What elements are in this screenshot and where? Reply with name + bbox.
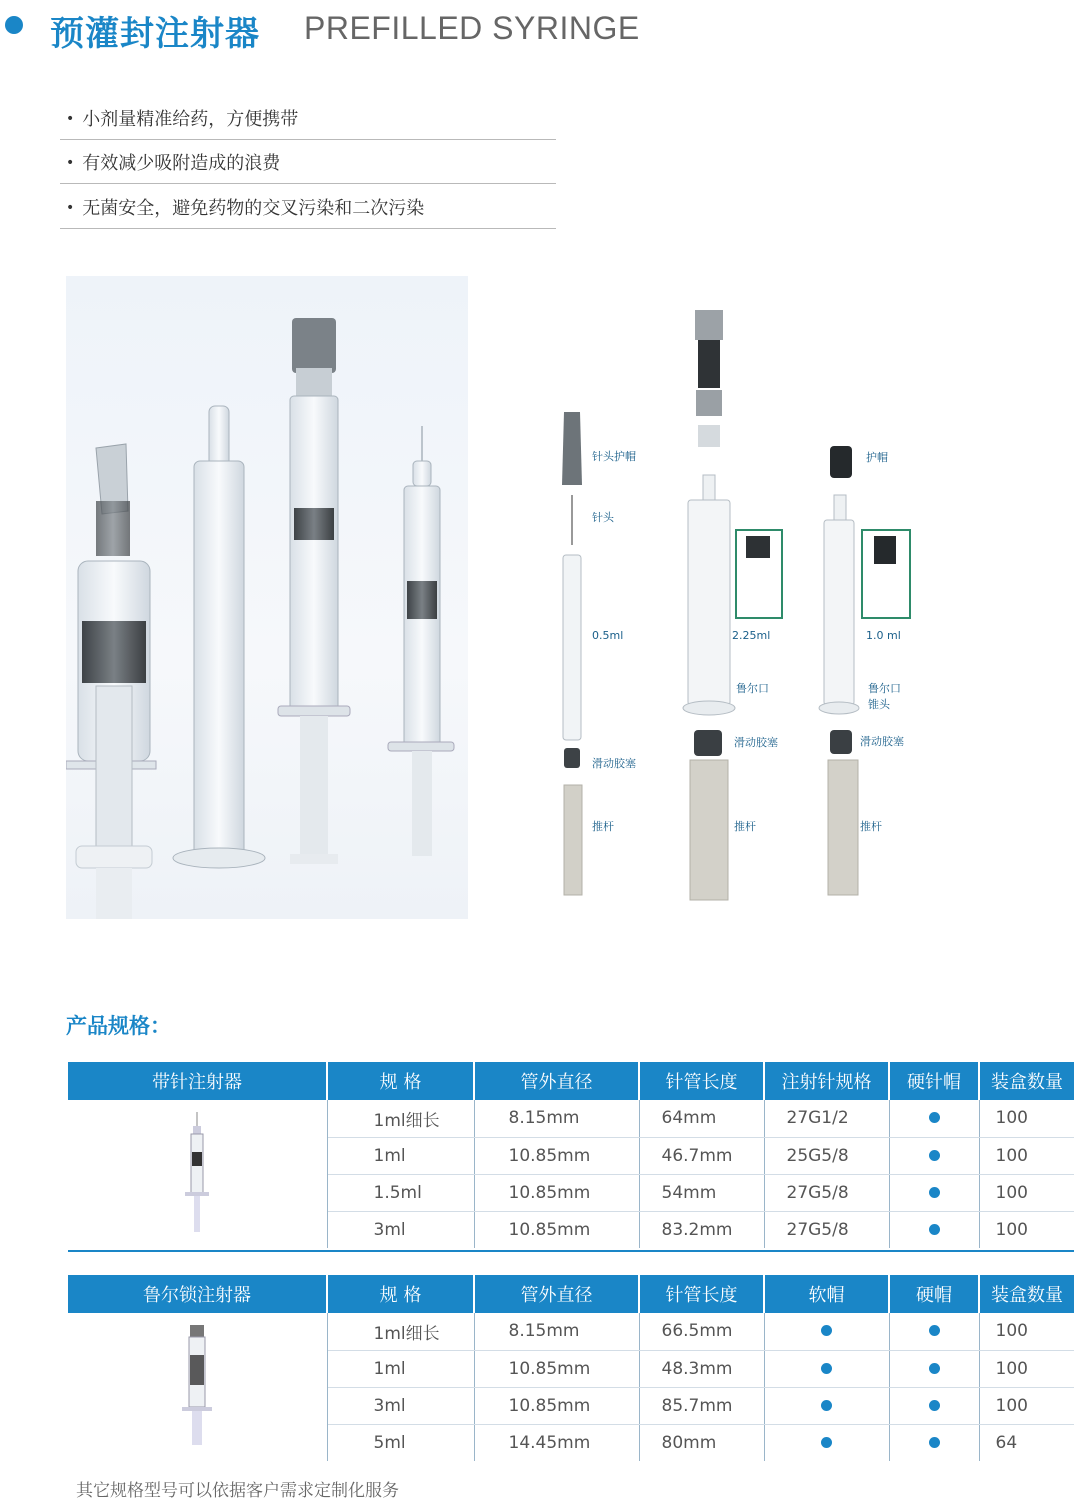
cell-length: 54mm — [639, 1174, 764, 1211]
cell-outer-diameter: 10.85mm — [474, 1350, 639, 1387]
label-volume-225ml: 2.25ml — [732, 629, 771, 642]
column-header: 针管长度 — [639, 1275, 764, 1313]
label-volume-05ml: 0.5ml — [592, 629, 624, 642]
column-header: 规 格 — [327, 1275, 474, 1313]
cell-hard-cap — [889, 1211, 979, 1248]
cell-hard-cap — [889, 1350, 979, 1387]
table-bottom-rule — [68, 1250, 1074, 1252]
cell-hard-cap — [889, 1313, 979, 1350]
bullet-icon: • — [66, 200, 75, 216]
column-header: 鲁尔锁注射器 — [68, 1275, 327, 1313]
check-dot-icon — [929, 1325, 940, 1336]
rod-illustration-2 — [690, 760, 728, 900]
spec-table-luer-lock — [68, 1275, 1074, 1461]
label-volume-10ml: 1.0 ml — [866, 629, 901, 642]
label-plunger-rod: 推杆 — [592, 820, 614, 833]
cell-outer-diameter: 14.45mm — [474, 1424, 639, 1461]
needle-cap-illustration — [562, 412, 582, 485]
label-luer-cone-line2: 锥头 — [868, 698, 890, 711]
label-stopper: 滑动胶塞 — [734, 736, 778, 749]
cell-outer-diameter: 8.15mm — [474, 1313, 639, 1350]
table-header-row — [68, 1062, 1074, 1100]
column-header: 硬针帽 — [889, 1062, 979, 1100]
check-dot-icon — [821, 1325, 832, 1336]
glass-barrel-illustration — [173, 406, 265, 868]
cell-hard-cap — [889, 1100, 979, 1137]
cell-box-quantity: 100 — [979, 1137, 1074, 1174]
check-dot-icon — [821, 1437, 832, 1448]
cap-illustration — [830, 446, 852, 478]
cell-needle-gauge: 27G1/2 — [764, 1100, 889, 1137]
rod-illustration-1 — [564, 785, 582, 895]
label-luer-cone — [868, 680, 901, 712]
column-header: 规 格 — [327, 1062, 474, 1100]
check-dot-icon — [821, 1400, 832, 1411]
cell-soft-cap — [764, 1313, 889, 1350]
label-plunger-rod: 推杆 — [860, 820, 882, 833]
cell-length: 64mm — [639, 1100, 764, 1137]
table-header-row — [68, 1275, 1074, 1313]
label-stopper: 滑动胶塞 — [860, 735, 904, 748]
label-needle: 针头 — [592, 511, 614, 524]
cell-box-quantity: 100 — [995, 1219, 1028, 1240]
bullet-icon: • — [66, 111, 75, 127]
feature-text: 小剂量精准给药，方便携带 — [82, 109, 299, 130]
label-needle-cap: 针头护帽 — [592, 450, 636, 463]
cell-outer-diameter: 8.15mm — [474, 1100, 639, 1137]
syringe-needle-illustration — [388, 426, 454, 856]
column-header: 管外直径 — [474, 1275, 639, 1313]
cell-length: 48.3mm — [639, 1350, 764, 1387]
cell-outer-diameter: 10.85mm — [474, 1174, 639, 1211]
label-luer-cone-line1: 鲁尔口 — [868, 682, 901, 695]
column-header: 注射针规格 — [764, 1062, 889, 1100]
label-luer: 鲁尔口 — [736, 682, 769, 695]
cell-length: 85.7mm — [639, 1387, 764, 1424]
barrel-05ml-illustration — [563, 555, 581, 740]
column-header: 管外直径 — [474, 1062, 639, 1100]
cell-spec: 5ml — [327, 1424, 474, 1461]
bullet-icon: • — [66, 155, 75, 171]
cell-soft-cap — [764, 1424, 889, 1461]
cell-spec: 1ml细长 — [327, 1100, 474, 1137]
check-dot-icon — [929, 1400, 940, 1411]
cell-outer-diameter: 10.85mm — [474, 1387, 639, 1424]
cell-spec: 1ml — [327, 1137, 474, 1174]
cell-outer-diameter: 10.85mm — [474, 1211, 639, 1248]
table-row — [68, 1313, 1074, 1350]
feature-item — [60, 141, 556, 184]
cell-length: 83.2mm — [639, 1211, 764, 1248]
syringe-needle-icon — [182, 1112, 212, 1232]
cell-spec: 1ml细长 — [327, 1313, 474, 1350]
cell-spec: 3ml — [327, 1211, 474, 1248]
label-cap: 护帽 — [866, 451, 888, 464]
feature-item — [60, 97, 556, 140]
label-plunger-rod: 推杆 — [734, 820, 756, 833]
cell-length: 66.5mm — [639, 1313, 764, 1350]
check-dot-icon — [821, 1363, 832, 1374]
cell-length: 46.7mm — [639, 1137, 764, 1174]
stopper-illustration-1 — [564, 748, 580, 768]
cell-hard-cap — [889, 1174, 979, 1211]
syringe-large-illustration — [66, 444, 156, 919]
column-header: 装盒数量 — [979, 1062, 1074, 1100]
label-stopper: 滑动胶塞 — [592, 757, 636, 770]
cell-length: 80mm — [639, 1424, 764, 1461]
cell-needle-gauge: 27G5/8 — [764, 1174, 889, 1211]
product-photo — [66, 276, 468, 919]
cell-soft-cap — [764, 1387, 889, 1424]
cell-soft-cap — [764, 1350, 889, 1387]
check-dot-icon — [929, 1224, 940, 1235]
spec-heading: 产品规格： — [66, 1014, 171, 1038]
feature-item — [60, 186, 556, 229]
cell-spec: 3ml — [327, 1387, 474, 1424]
cell-hard-cap — [889, 1387, 979, 1424]
cell-needle-gauge: 27G5/8 — [764, 1211, 889, 1248]
cell-box-quantity: 64 — [995, 1432, 1018, 1453]
stopper-illustration-2 — [694, 730, 722, 756]
column-header: 硬帽 — [889, 1275, 979, 1313]
check-dot-icon — [929, 1112, 940, 1123]
stopper-illustration-3 — [830, 730, 852, 754]
cell-box-quantity: 100 — [979, 1313, 1074, 1350]
column-header: 针管长度 — [639, 1062, 764, 1100]
syringe-thumbnail — [68, 1313, 327, 1461]
page-title-english: PREFILLED SYRINGE — [304, 10, 640, 46]
cell-box-quantity: 100 — [979, 1387, 1074, 1424]
barrel-225ml-illustration — [683, 475, 782, 715]
cell-box-quantity: 100 — [979, 1174, 1074, 1211]
check-dot-icon — [929, 1363, 940, 1374]
cell-spec: 1ml — [327, 1350, 474, 1387]
luer-cap-illustration — [695, 310, 723, 447]
column-header: 带针注射器 — [68, 1062, 327, 1100]
feature-text: 有效减少吸附造成的浪费 — [82, 153, 281, 174]
cell-box-quantity: 100 — [979, 1350, 1074, 1387]
column-header: 装盒数量 — [979, 1275, 1074, 1313]
page-title: 预灌封注射器 — [50, 14, 260, 54]
cell-box-quantity: 100 — [979, 1100, 1074, 1137]
syringe-luer-icon — [179, 1325, 215, 1445]
table-row — [68, 1100, 1074, 1137]
column-header: 软帽 — [764, 1275, 889, 1313]
syringe-thumbnail — [68, 1100, 327, 1248]
cell-hard-cap — [889, 1424, 979, 1461]
cell-outer-diameter: 10.85mm — [474, 1137, 639, 1174]
check-dot-icon — [929, 1187, 940, 1198]
cell-needle-gauge: 25G5/8 — [764, 1137, 889, 1174]
feature-text: 无菌安全，避免药物的交叉污染和二次污染 — [82, 198, 425, 219]
cell-spec: 1.5ml — [327, 1174, 474, 1211]
component-diagram — [540, 300, 960, 920]
rod-illustration-3 — [828, 760, 858, 895]
cell-hard-cap — [889, 1137, 979, 1174]
check-dot-icon — [929, 1150, 940, 1161]
title-bullet-dot — [5, 16, 23, 34]
syringe-luer-illustration — [278, 318, 350, 864]
footnote: 其它规格型号可以依据客户需求定制化服务 — [76, 1481, 399, 1501]
spec-table-needle — [68, 1062, 1074, 1248]
check-dot-icon — [929, 1437, 940, 1448]
